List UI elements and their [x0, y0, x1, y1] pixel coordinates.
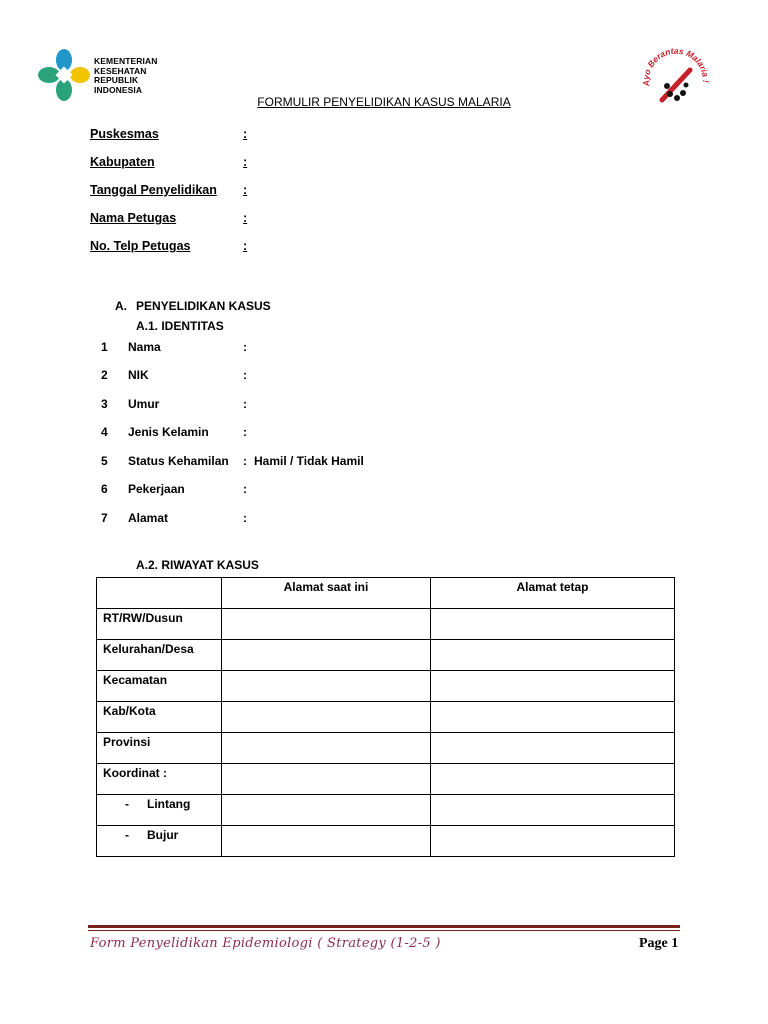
row-label: Kelurahan/Desa: [97, 640, 222, 671]
field-label-tanggal: Tanggal Penyelidikan: [90, 183, 217, 197]
table-header-alamat-saat-ini: Alamat saat ini: [222, 578, 431, 609]
input-cell-saat-ini[interactable]: [222, 702, 431, 733]
item-label-alamat: Alamat: [128, 511, 169, 525]
row-label: RT/RW/Dusun: [97, 609, 222, 640]
item-number: 2: [101, 368, 108, 382]
item-number: 6: [101, 482, 108, 496]
field-label-puskesmas: Puskesmas: [90, 127, 159, 141]
subsection-title-riwayat: A.2. RIWAYAT KASUS: [136, 558, 259, 572]
ministry-line: KEMENTERIAN: [94, 56, 158, 66]
section-letter: A.: [115, 299, 127, 313]
badge-text: Ayo Berantas Malaria !: [640, 45, 712, 87]
table-row: [97, 826, 675, 857]
row-label-sub: [97, 826, 222, 857]
row-dash: -: [125, 797, 129, 811]
input-cell-tetap[interactable]: [431, 826, 675, 857]
table-row: [97, 671, 675, 702]
item-value-status-kehamilan: Hamil / Tidak Hamil: [254, 454, 364, 468]
input-cell-saat-ini[interactable]: [222, 764, 431, 795]
input-cell-tetap[interactable]: [431, 609, 675, 640]
ministry-line: KESEHATAN: [94, 65, 147, 76]
row-label: Kecamatan: [97, 671, 222, 702]
footer-rule-thin: [88, 930, 680, 931]
input-cell-tetap[interactable]: [431, 795, 675, 826]
item-number: 1: [101, 340, 108, 354]
item-colon: :: [243, 511, 247, 525]
section-title: PENYELIDIKAN KASUS: [136, 299, 271, 313]
item-number: 3: [101, 397, 108, 411]
item-colon: :: [243, 454, 247, 468]
table-row: [97, 640, 675, 671]
item-colon: :: [243, 397, 247, 411]
table-row: [97, 795, 675, 826]
item-label-pekerjaan: Pekerjaan: [128, 482, 185, 496]
item-label-status-kehamilan: Status Kehamilan: [128, 454, 229, 468]
row-label: Provinsi: [97, 733, 222, 764]
item-colon: :: [243, 368, 247, 382]
ministry-line: REPUBLIK: [94, 75, 139, 85]
item-number: 7: [101, 511, 108, 525]
input-cell-tetap[interactable]: [431, 640, 675, 671]
field-colon: :: [243, 155, 248, 169]
item-label-nama: Nama: [128, 340, 161, 354]
item-label-jenis-kelamin: Jenis Kelamin: [128, 425, 209, 439]
input-cell-saat-ini[interactable]: [222, 671, 431, 702]
field-colon: :: [243, 183, 248, 197]
input-cell-tetap[interactable]: [431, 702, 675, 733]
item-colon: :: [243, 340, 247, 354]
input-cell-saat-ini[interactable]: [222, 733, 431, 764]
row-label: Koordinat :: [97, 764, 222, 795]
item-label-nik: NIK: [128, 368, 149, 382]
kemenkes-logo: [38, 48, 90, 102]
item-label-umur: Umur: [128, 397, 160, 411]
row-label: Lintang: [147, 797, 191, 811]
input-cell-tetap[interactable]: [431, 733, 675, 764]
item-colon: :: [243, 482, 247, 496]
table-row: [97, 733, 675, 764]
row-label: Kab/Kota: [97, 702, 222, 733]
ministry-name: [94, 57, 157, 95]
ministry-line: INDONESIA: [94, 84, 143, 95]
form-title: [0, 95, 768, 109]
page-number: Page 1: [639, 936, 679, 951]
input-cell-saat-ini[interactable]: [222, 609, 431, 640]
field-colon: :: [243, 211, 248, 225]
field-label-nama-petugas: Nama Petugas: [90, 211, 177, 225]
field-label-telp-petugas: No. Telp Petugas: [90, 239, 191, 253]
input-cell-tetap[interactable]: [431, 671, 675, 702]
item-number: 4: [101, 425, 108, 439]
input-cell-saat-ini[interactable]: [222, 795, 431, 826]
row-dash: -: [125, 828, 129, 842]
table-header-row: [97, 578, 675, 609]
table-header-cell: [97, 578, 222, 609]
field-label-kabupaten: Kabupaten: [90, 155, 155, 169]
form-title-text: FORMULIR PENYELIDIKAN KASUS MALARIA: [257, 95, 511, 109]
field-colon: :: [243, 127, 248, 141]
input-cell-saat-ini[interactable]: [222, 826, 431, 857]
row-label: Bujur: [147, 828, 179, 842]
table-row: [97, 764, 675, 795]
input-cell-tetap[interactable]: [431, 764, 675, 795]
subsection-title-identitas: A.1. IDENTITAS: [136, 319, 224, 333]
table-row: [97, 702, 675, 733]
table-row: [97, 609, 675, 640]
item-colon: :: [243, 425, 247, 439]
kemenkes-logo-icon: [38, 48, 90, 102]
item-number: 5: [101, 454, 108, 468]
table-header-alamat-tetap: Alamat tetap: [431, 578, 675, 609]
input-cell-saat-ini[interactable]: [222, 640, 431, 671]
footer-rule: [88, 925, 680, 928]
footer-text: Form Penyelidikan Epidemiologi ( Strategy (1-2-5 ): [90, 936, 441, 951]
field-colon: :: [243, 239, 248, 253]
riwayat-kasus-table: [96, 577, 675, 857]
row-label-sub: [97, 795, 222, 826]
